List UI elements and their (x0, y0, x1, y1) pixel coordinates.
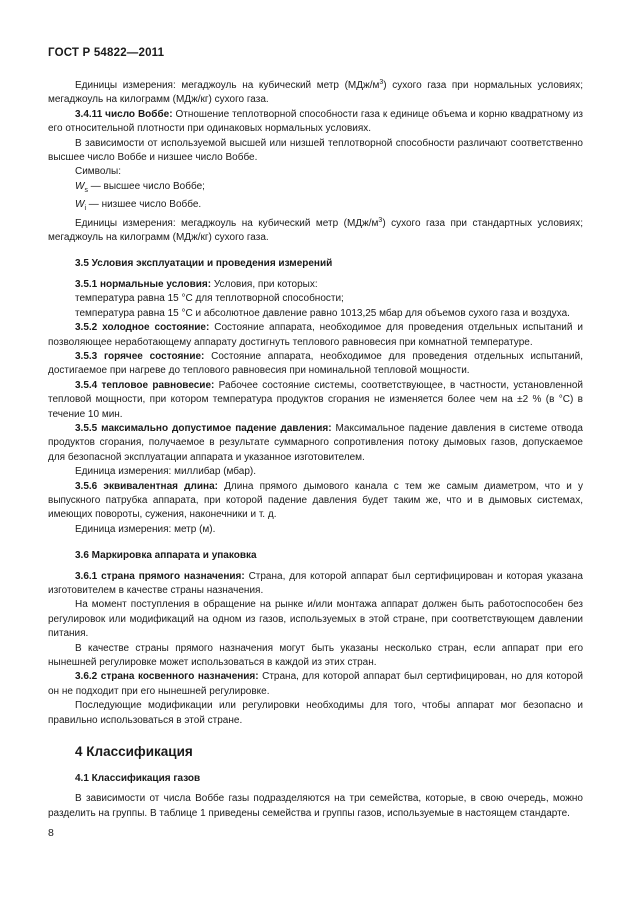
document-header: ГОСТ Р 54822—2011 (48, 47, 165, 59)
paragraph: Единицы измерения: мегаджоуль на кубический метр $(МДж/м^3)$ сухого газа при стандартных условиях; мегаджоуль на килограмм (МДж/кг) сухого газа. (48, 216, 583, 244)
definition: 3.5.2 холодное состояние: Состояние аппарата, необходимое для проведения отдельных испытаний и позволяющее неработающему аппарату достигнуть теплового равновесия при комнатной температуре. (48, 322, 583, 348)
paragraph: температура равна 15 °С для теплотворной способности; (75, 293, 344, 305)
paragraph: Единицы измерения: мегаджоуль на кубический метр $(МДж/м^3)$ сухого газа при нормальных условиях; мегаджоуль на килограмм (МДж/кг) сухого газа. (48, 79, 583, 106)
definition: 3.5.6 эквивалентная длина: Длина прямого дымового канала с тем же самым диаметром, что и у выпускного патрубка аппарата, при которой падение давления будет таким же, что и в дымовых системах, имеющих повороты, сужения, наконечники и т. д. (48, 480, 584, 521)
section-heading: 4.1 Классификация газов (75, 773, 201, 785)
definition-wobbe-index: 3.4.11 число Воббе: Отношение теплотворной способности газа к единице объема и корню квадратному из его относительной плотности при одинаковых нормальных условиях. (48, 108, 583, 135)
paragraph: Символы: (75, 166, 122, 178)
paragraph: Единица измерения: миллибар (мбар). (75, 466, 257, 478)
definition: 3.5.1 нормальные условия: Условия, при которых: (75, 278, 318, 290)
symbol-line: $W_s$ — высшее число Воббе; (75, 180, 205, 194)
page-number: 8 (48, 827, 54, 839)
paragraph: На момент поступления в обращение на рынке и/или монтажа аппарат должен быть работоспособен без регулировок или модификаций на одном из газов, используемых в этой стране, при соответствующем давлении питания. (48, 599, 583, 640)
paragraph: Единица измерения: метр (м). (75, 523, 216, 535)
definition: 3.6.1 страна прямого назначения: Страна, для которой аппарат был сертифицирован и которая указана изготовителем в качестве страны назначения. (48, 570, 583, 596)
symbol-line: $W_i$ — низшее число Воббе. (75, 199, 202, 213)
paragraph: В зависимости от используемой высшей или низшей теплотворной способности различают соответственно высшее число Воббе и низшее число Воббе. (48, 137, 583, 164)
paragraph: В зависимости от числа Воббе газы подразделяются на три семейства, которые, в свою очередь, можно разделить на группы. В таблице 1 приведены семейства и группы газов, используемые в настоящем стандарте. (48, 793, 583, 819)
chapter-heading: 4 Классификация (75, 744, 193, 760)
paragraph: Последующие модификации или регулировки необходимы для того, чтобы аппарат мог безопасно и правильно использоваться в этой стране. (48, 700, 583, 726)
section-heading: 3.5 Условия эксплуатации и проведения измерений (75, 258, 333, 270)
paragraph: В качестве страны прямого назначения могут быть указаны несколько стран, если аппарат при его нынешней регулировке может использоваться в каждой из этих стран. (48, 642, 583, 669)
definition: 3.5.5 максимально допустимое падение давления: Максимальное падение давления в системе отвода продуктов сгорания, получаемое в результате суммарного сопротивления потоку дымовых газов, допускаемое для безопасной эксплуатации аппарата и указанное изготовителем. (48, 422, 583, 463)
document-body (48, 79, 583, 821)
paragraph: температура равна 15 °С и абсолютное давление равно 1013,25 мбар для объемов сухого газа и воздуха. (75, 307, 570, 319)
definition: 3.5.3 горячее состояние: Состояние аппарата, необходимое для проведения отдельных испытаний, достигаемое при нагреве до теплового равновесия при номинальной тепловой мощности. (48, 350, 584, 377)
definition: 3.6.2 страна косвенного назначения: Страна, для которой аппарат был сертифицирован, но для которой он не подходит при его нынешней регулировке. (48, 671, 583, 697)
section-heading: 3.6 Маркировка аппарата и упаковка (75, 550, 257, 562)
definition: 3.5.4 тепловое равновесие: Рабочее состояние системы, соответствующее, в частности, установленной тепловой мощности, при котором температура продуктов сгорания не изменяется более чем на ±2 % (в °С) в течение 10 мин. (48, 379, 583, 420)
